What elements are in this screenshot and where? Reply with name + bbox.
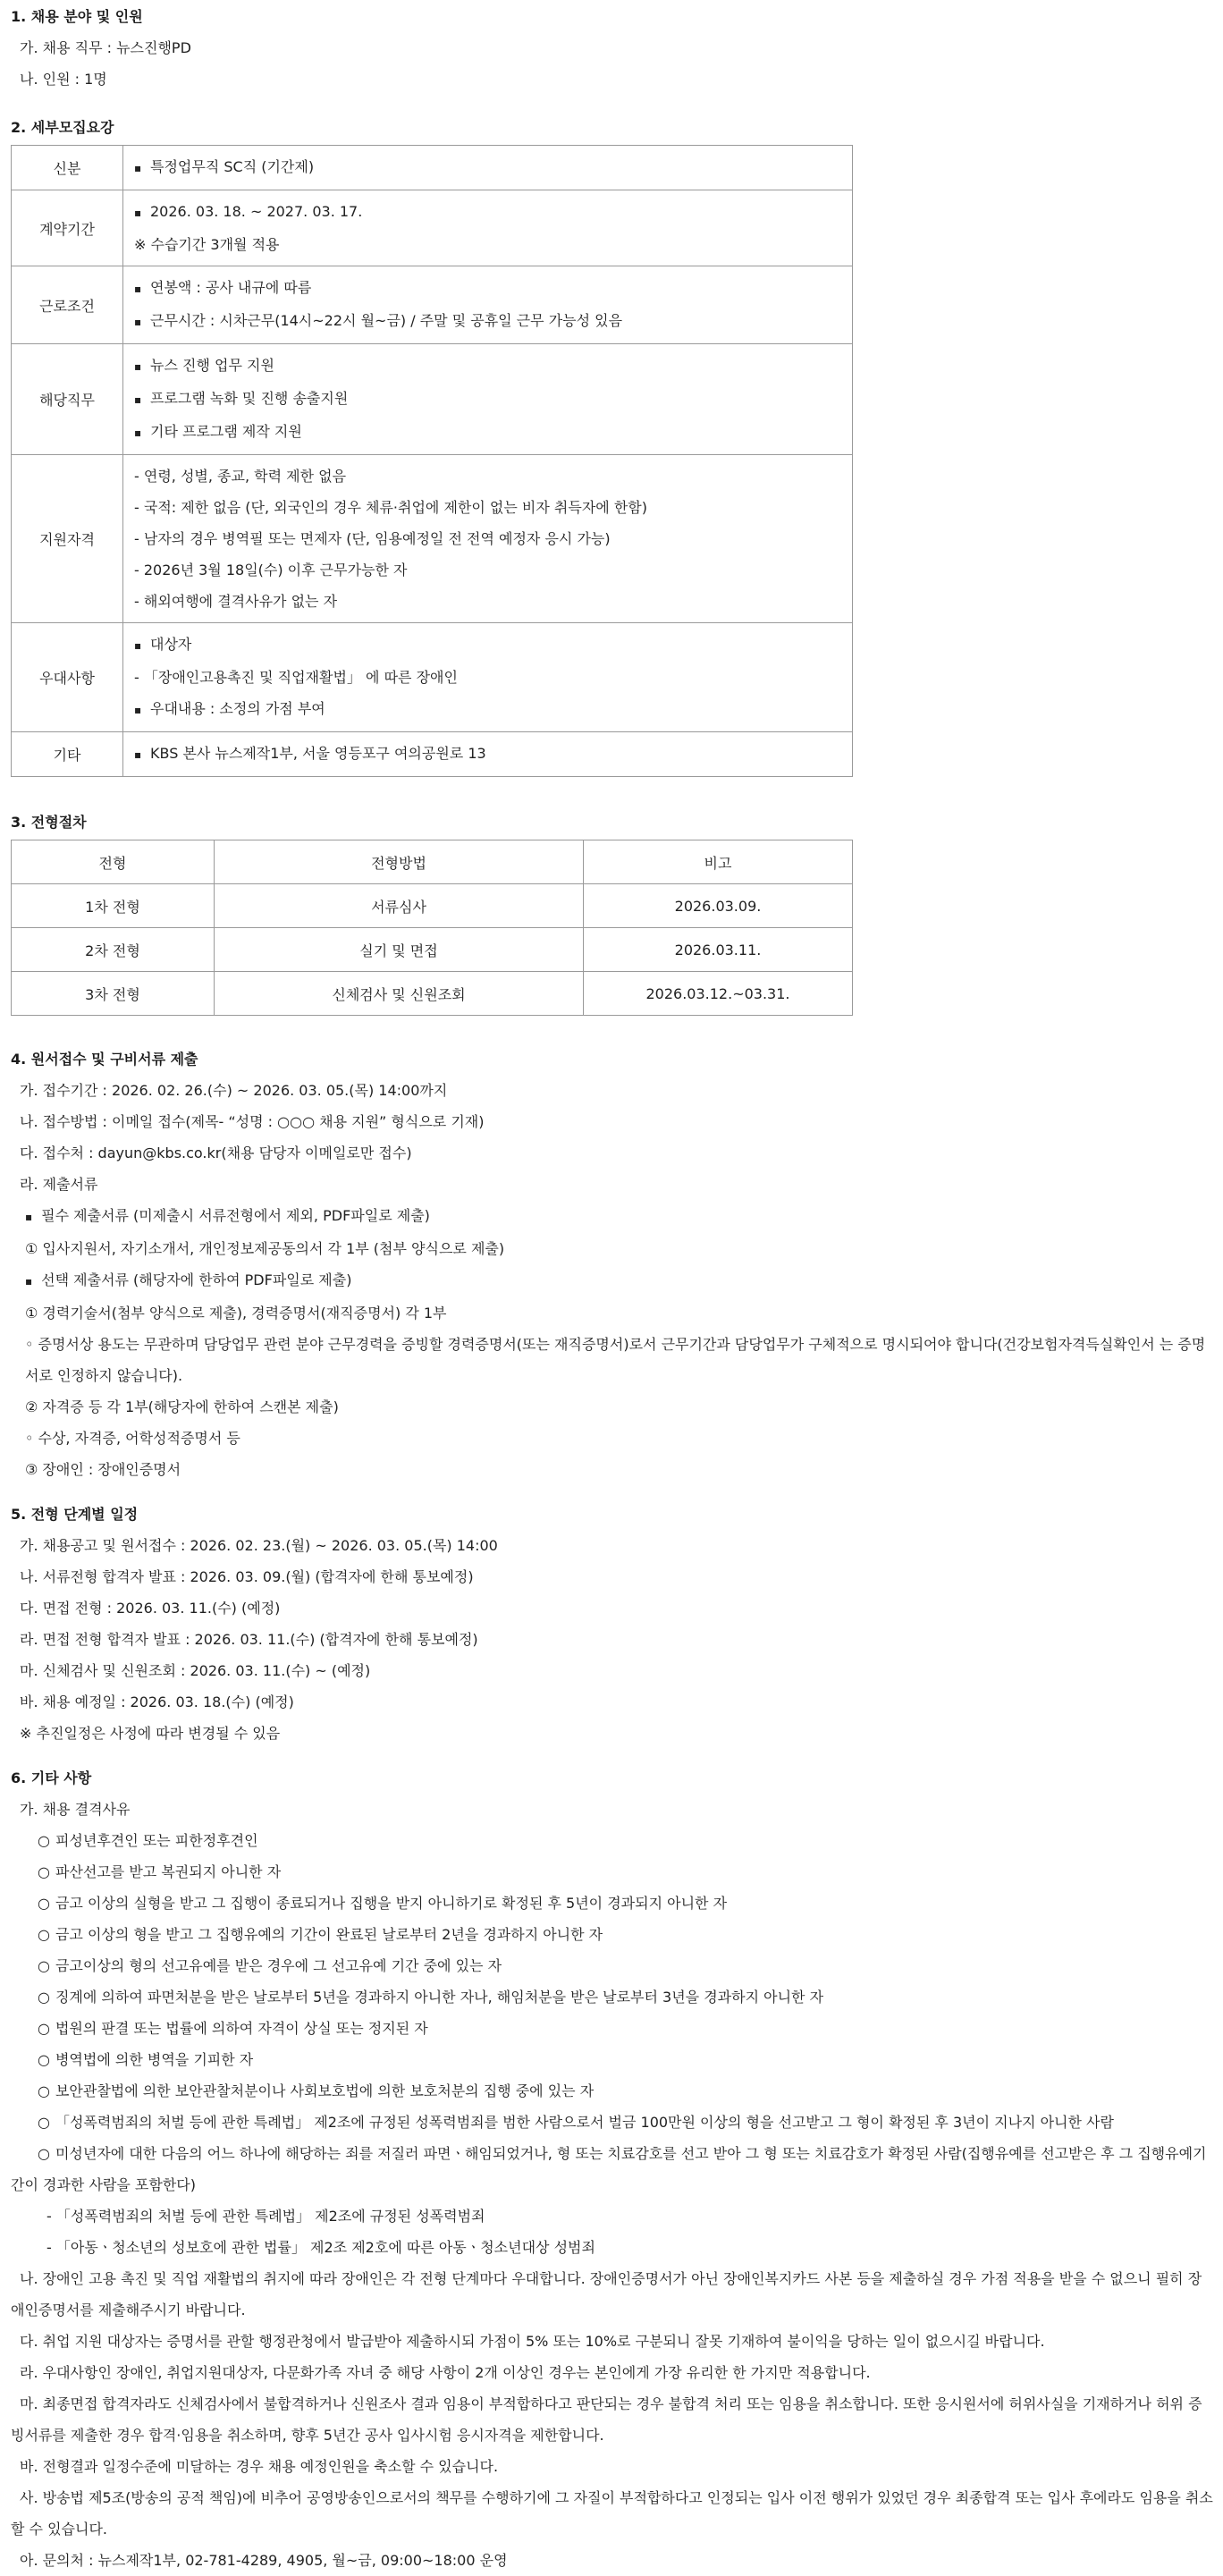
section-title-application: 4. 원서접수 및 구비서류 제출 bbox=[11, 1051, 198, 1068]
row-value-line: ▪ 우대내용 : 소정의 가점 부여 bbox=[134, 693, 843, 726]
stage-cell: 2차 전형 bbox=[12, 928, 215, 972]
disqualification-item: ○ 금고이상의 형의 선고유예를 받은 경우에 그 선고유예 기간 중에 있는 자 bbox=[11, 1950, 1214, 1981]
schedule-item: 가. 채용공고 및 원서접수 : 2026. 02. 23.(월) ~ 2026. 03. 05.(목) 14:00 bbox=[20, 1537, 498, 1554]
optional-documents: ▪ 선택 제출서류 (해당자에 한하여 PDF파일로 제출) bbox=[11, 1264, 1214, 1297]
career-certificate-note: ◦ 증명서상 용도는 무관하며 담당업무 관련 분야 근무경력을 증빙할 경력증명서(또는 재직증명서)로서 근무기간과 담당업무가 구체적으로 명시되어야 합니다(건강보험자격득실확인서 는 증명서로 인정하지 않습니다). bbox=[25, 1336, 1206, 1384]
schedule-item: 라. 면접 전형 합격자 발표 : 2026. 03. 11.(수) (합격자에 한해 통보예정) bbox=[20, 1631, 478, 1648]
schedule-item: 다. 면접 전형 : 2026. 03. 11.(수) (예정) bbox=[20, 1600, 281, 1617]
contact-info: 아. 문의처 : 뉴스제작1부, 02-781-4289, 4905, 월~금, 09:00~18:00 운영 bbox=[20, 2552, 508, 2569]
note-cell: 2026.03.12.~03.31. bbox=[584, 972, 853, 1016]
disqualification-item: ○ 「성폭력범죄의 처벌 등에 관한 특례법」 제2조에 규정된 성폭력범죄를 범한 사람으로서 벌금 100만원 이상의 형을 선고받고 그 형이 확정된 후 3년이 지나지 아니한 사람 bbox=[11, 2107, 1214, 2138]
optional-documents-item-3: ③ 장애인 : 장애인증명서 bbox=[25, 1461, 181, 1478]
schedule-item: 나. 서류전형 합격자 발표 : 2026. 03. 09.(월) (합격자에 한해 통보예정) bbox=[20, 1568, 474, 1585]
application-method: 나. 접수방법 : 이메일 접수(제목- “성명 : ○○○ 채용 지원” 형식으로 기재) bbox=[20, 1113, 485, 1130]
method-cell: 실기 및 면접 bbox=[215, 928, 584, 972]
required-documents-item: ① 입사지원서, 자기소개서, 개인정보제공동의서 각 1부 (첨부 양식으로 제출) bbox=[25, 1240, 505, 1257]
row-value-line: - 국적: 제한 없음 (단, 외국인의 경우 체류·취업에 제한이 없는 비자 취득자에 한함) bbox=[134, 499, 647, 516]
veteran-preference-note: 다. 취업 지원 대상자는 증명서를 관할 행정관청에서 발급받아 제출하시되 가점이 5% 또는 10%로 구분되니 잘못 기재하여 불이익을 당하는 일이 없으시길 바랍니다. bbox=[20, 2333, 1045, 2350]
table-row bbox=[12, 344, 853, 455]
table-row bbox=[12, 732, 853, 777]
application-period: 가. 접수기간 : 2026. 02. 26.(수) ~ 2026. 03. 05.(목) 14:00까지 bbox=[20, 1082, 448, 1099]
table-row bbox=[12, 190, 853, 266]
col-header-note: 비고 bbox=[584, 840, 853, 884]
stage-cell: 3차 전형 bbox=[12, 972, 215, 1016]
schedule-item: 바. 채용 예정일 : 2026. 03. 18.(수) (예정) bbox=[20, 1693, 294, 1710]
row-value-line: - 남자의 경우 병역필 또는 면제자 (단, 임용예정일 전 전역 예정자 응시 가능) bbox=[134, 530, 611, 547]
optional-documents-item-1: ① 경력기술서(첨부 양식으로 제출), 경력증명서(재직증명서) 각 1부 bbox=[25, 1305, 447, 1322]
disqualification-sub-item: - 「성폭력범죄의 처벌 등에 관한 특례법」 제2조에 규정된 성폭력범죄 bbox=[46, 2208, 485, 2225]
schedule-item: 마. 신체검사 및 신원조회 : 2026. 03. 11.(수) ~ (예정) bbox=[20, 1662, 371, 1679]
row-value-line: ▪ 2026. 03. 18. ~ 2027. 03. 17. bbox=[134, 196, 843, 229]
row-label: 계약기간 bbox=[12, 190, 123, 266]
section-title-schedule: 5. 전형 단계별 일정 bbox=[11, 1506, 139, 1523]
row-value bbox=[123, 623, 853, 732]
disqualification-item: ○ 병역법에 의한 병역을 기피한 자 bbox=[11, 2044, 1214, 2075]
table-row bbox=[12, 455, 853, 623]
section-title-details: 2. 세부모집요강 bbox=[11, 119, 114, 136]
table-row bbox=[12, 884, 853, 928]
cancellation-note: 마. 최종면접 합격자라도 신체검사에서 불합격하거나 신원조사 결과 임용이 부적합하다고 판단되는 경우 불합격 처리 또는 임용을 취소합니다. 또한 응시원서에 허위사실을 기재하거나 허위 증빙서류를 제출한 경우 합격·임용을 취소하며, 향후 5년간 공사 입사시험 응시자격을 제한합니다. bbox=[11, 2395, 1202, 2444]
col-header-method: 전형방법 bbox=[215, 840, 584, 884]
table-row bbox=[12, 623, 853, 732]
row-value-line: ▪ 특정업무직 SC직 (기간제) bbox=[134, 151, 843, 184]
row-value-line: ▪ 기타 프로그램 제작 지원 bbox=[134, 416, 843, 449]
row-label: 우대사항 bbox=[12, 623, 123, 732]
disqualification-item: ○ 보안관찰법에 의한 보안관찰처분이나 사회보호법에 의한 보호처분의 집행 중에 있는 자 bbox=[11, 2075, 1214, 2107]
schedule-note: ※ 추진일정은 사정에 따라 변경될 수 있음 bbox=[20, 1725, 281, 1742]
section-title-process: 3. 전형절차 bbox=[11, 814, 87, 831]
details-table bbox=[11, 145, 853, 777]
disqualification-item: ○ 파산선고를 받고 복권되지 아니한 자 bbox=[11, 1856, 1214, 1888]
row-value-line: ▪ 프로그램 녹화 및 진행 송출지원 bbox=[134, 383, 843, 416]
row-label: 지원자격 bbox=[12, 455, 123, 623]
headcount-line: 나. 인원 : 1명 bbox=[20, 71, 107, 88]
row-value-line: - 「장애인고용촉진 및 직업재활법」 에 따른 장애인 bbox=[134, 669, 458, 686]
table-row bbox=[12, 928, 853, 972]
row-value bbox=[123, 190, 853, 266]
row-value-line: ▪ KBS 본사 뉴스제작1부, 서울 영등포구 여의공원로 13 bbox=[134, 738, 843, 771]
disqualification-item: ○ 금고 이상의 실형을 받고 그 집행이 종료되거나 집행을 받지 아니하기로 확정된 후 5년이 경과되지 아니한 자 bbox=[11, 1888, 1214, 1919]
table-row bbox=[12, 972, 853, 1016]
row-value bbox=[123, 455, 853, 623]
section-title-recruitment: 1. 채용 분야 및 인원 bbox=[11, 8, 143, 25]
method-cell: 신체검사 및 신원조회 bbox=[215, 972, 584, 1016]
optional-documents-item-2: ② 자격증 등 각 1부(해당자에 한하여 스캔본 제출) bbox=[25, 1398, 339, 1415]
row-value-line: - 2026년 3월 18일(수) 이후 근무가능한 자 bbox=[134, 562, 408, 579]
note-cell: 2026.03.11. bbox=[584, 928, 853, 972]
row-value-line: - 연령, 성별, 종교, 학력 제한 없음 bbox=[134, 468, 347, 485]
table-row bbox=[12, 146, 853, 190]
row-value-line: - 해외여행에 결격사유가 없는 자 bbox=[134, 593, 338, 610]
disqualification-item: ○ 금고 이상의 형을 받고 그 집행유예의 기간이 완료된 날로부터 2년을 경과하지 아니한 자 bbox=[11, 1919, 1214, 1950]
disqualification-sub-item: - 「아동ㆍ청소년의 성보호에 관한 법률」 제2조 제2호에 따른 아동ㆍ청소년대상 성범죄 bbox=[46, 2239, 595, 2256]
optional-documents-note: ◦ 수상, 자격증, 어학성적증명서 등 bbox=[25, 1430, 240, 1447]
disability-preference-note: 나. 장애인 고용 촉진 및 직업 재활법의 취지에 따라 장애인은 각 전형 단계마다 우대합니다. 장애인증명서가 아닌 장애인복지카드 사본 등을 제출하실 경우 가점 적용을 받을 수 없으니 필히 장애인증명서를 제출해주시기 바랍니다. bbox=[11, 2270, 1202, 2318]
table-row bbox=[12, 266, 853, 344]
row-value bbox=[123, 732, 853, 777]
row-label: 신분 bbox=[12, 146, 123, 190]
row-value bbox=[123, 266, 853, 344]
stage-cell: 1차 전형 bbox=[12, 884, 215, 928]
disqualification-item: ○ 징계에 의하여 파면처분을 받은 날로부터 5년을 경과하지 아니한 자나, 해임처분을 받은 날로부터 3년을 경과하지 아니한 자 bbox=[11, 1981, 1214, 2013]
documents-heading: 라. 제출서류 bbox=[20, 1176, 98, 1193]
row-value-line: ▪ 연봉액 : 공사 내규에 따름 bbox=[134, 272, 843, 305]
row-label: 기타 bbox=[12, 732, 123, 777]
disqualification-heading: 가. 채용 결격사유 bbox=[20, 1801, 131, 1818]
col-header-stage: 전형 bbox=[12, 840, 215, 884]
row-value-line: ▪ 뉴스 진행 업무 지원 bbox=[134, 350, 843, 383]
method-cell: 서류심사 bbox=[215, 884, 584, 928]
section-title-other: 6. 기타 사항 bbox=[11, 1769, 92, 1786]
row-value-line: ▪ 근무시간 : 시차근무(14시~22시 월~금) / 주말 및 공휴일 근무 가능성 있음 bbox=[134, 305, 843, 338]
preference-overlap-note: 라. 우대사항인 장애인, 취업지원대상자, 다문화가족 자녀 중 해당 사항이 2개 이상인 경우는 본인에게 가장 유리한 한 가지만 적용합니다. bbox=[20, 2364, 871, 2381]
row-value bbox=[123, 344, 853, 455]
quota-reduction-note: 바. 전형결과 일정수준에 미달하는 경우 채용 예정인원을 축소할 수 있습니다. bbox=[20, 2458, 499, 2475]
application-email: 다. 접수처 : dayun@kbs.co.kr(채용 담당자 이메일로만 접수) bbox=[20, 1144, 412, 1161]
row-value-line: ※ 수습기간 3개월 적용 bbox=[134, 236, 280, 253]
disqualification-item: ○ 미성년자에 대한 다음의 어느 하나에 해당하는 죄를 저질러 파면ㆍ해임되었거나, 형 또는 치료감호를 선고 받아 그 형 또는 치료감호가 확정된 사람(집행유예를 선고받은 후 그 집행유예기간이 경과한 사람을 포함한다) bbox=[11, 2138, 1214, 2200]
row-label: 해당직무 bbox=[12, 344, 123, 455]
required-documents: ▪ 필수 제출서류 (미제출시 서류전형에서 제외, PDF파일로 제출) bbox=[11, 1200, 1214, 1233]
process-table bbox=[11, 840, 853, 1016]
row-label: 근로조건 bbox=[12, 266, 123, 344]
row-value-line: ▪ 대상자 bbox=[134, 629, 843, 662]
note-cell: 2026.03.09. bbox=[584, 884, 853, 928]
job-title-line: 가. 채용 직무 : 뉴스진행PD bbox=[20, 39, 191, 56]
disqualification-item: ○ 법원의 판결 또는 법률에 의하여 자격이 상실 또는 정지된 자 bbox=[11, 2013, 1214, 2044]
broadcast-act-note: 사. 방송법 제5조(방송의 공적 책임)에 비추어 공영방송인으로서의 책무를 수행하기에 그 자질이 부적합하다고 인정되는 입사 이전 행위가 있었던 경우 최종합격 또는 입사 후에라도 임용을 취소할 수 있습니다. bbox=[11, 2489, 1213, 2538]
disqualification-item: ○ 피성년후견인 또는 피한정후견인 bbox=[11, 1825, 1214, 1856]
row-value bbox=[123, 146, 853, 190]
